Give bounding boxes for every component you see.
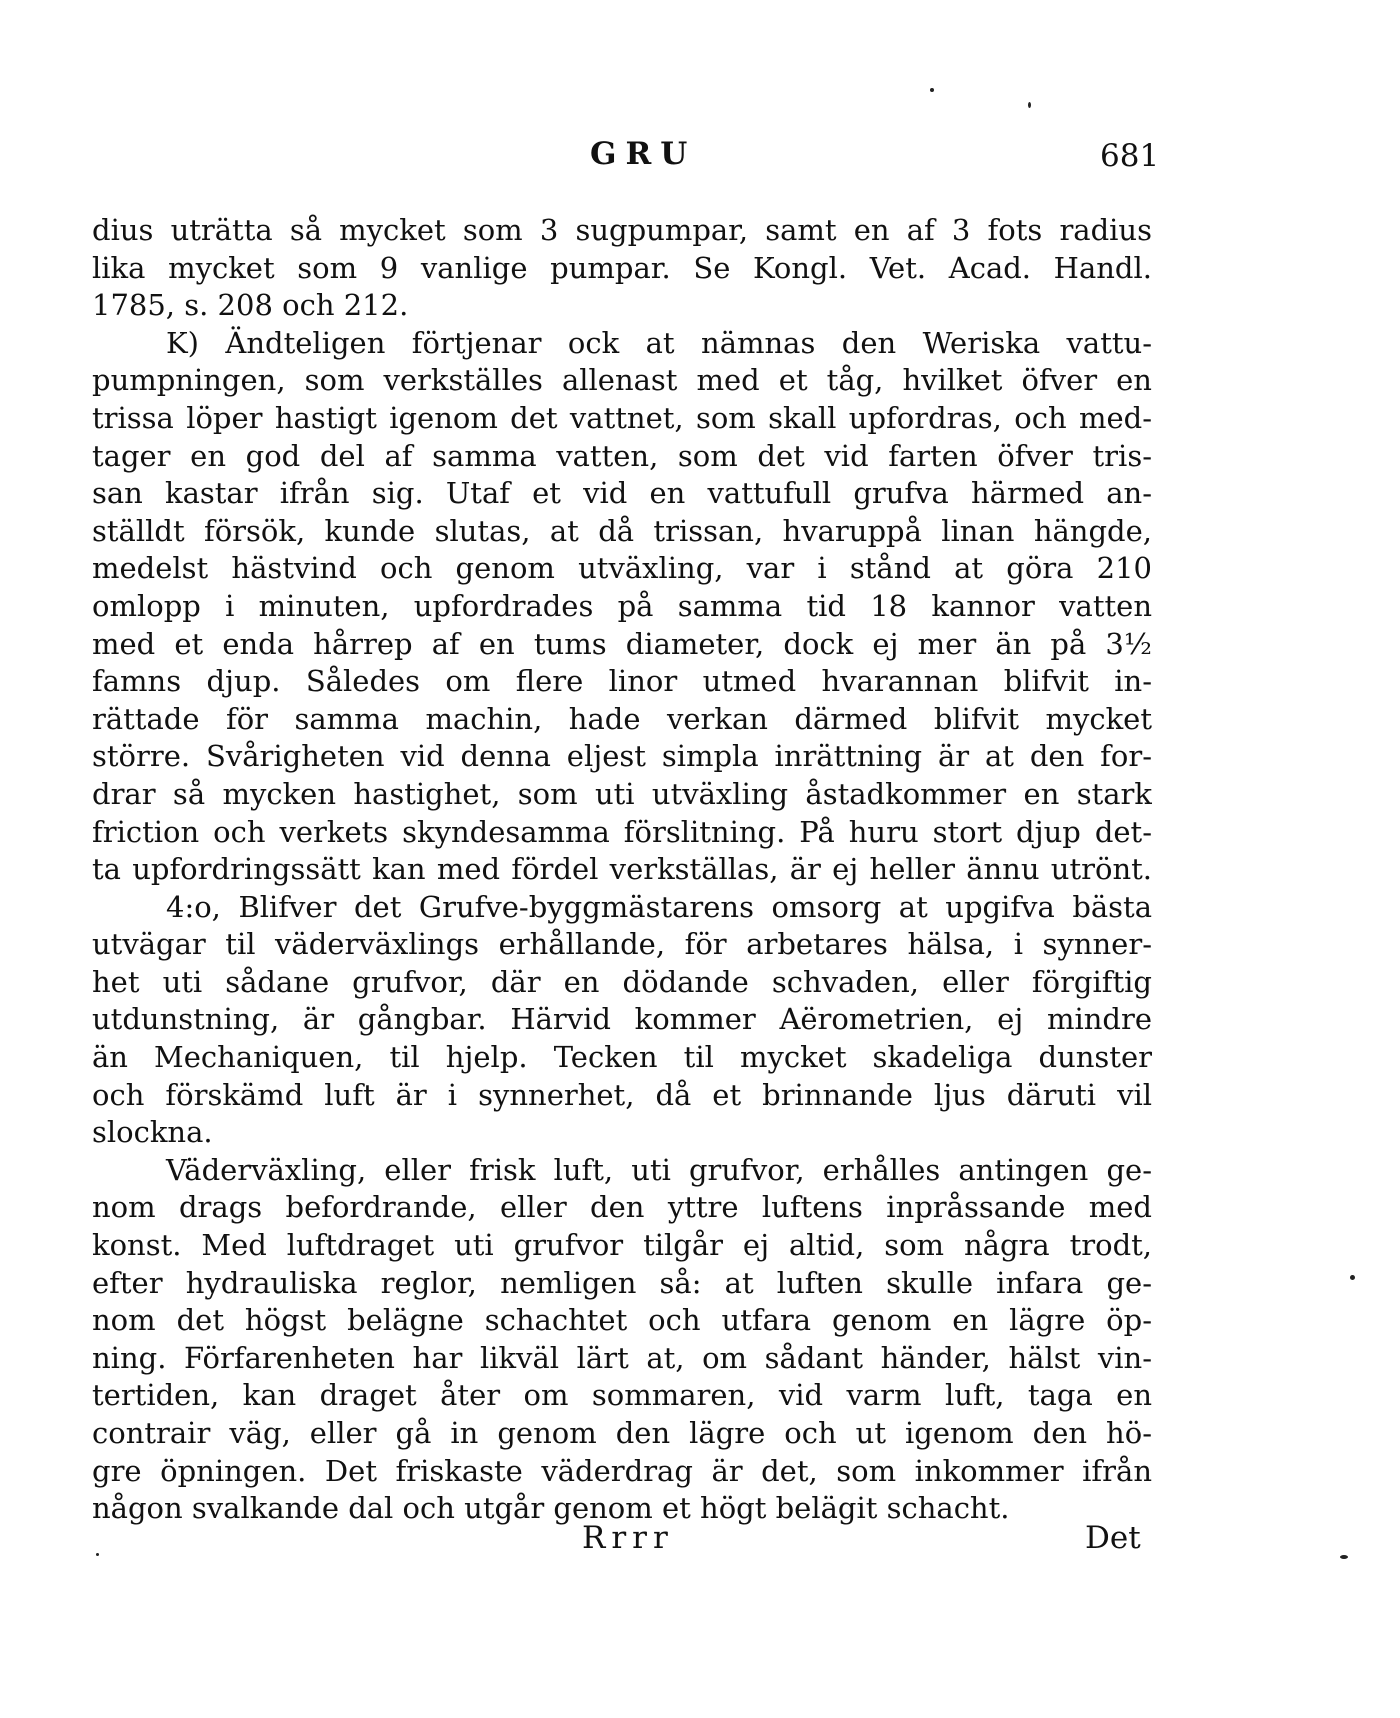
text-line: gre öpningen. Det friskaste väderdrag är det, som inkommer ifrån (92, 1453, 1152, 1488)
text-line: tertiden, kan draget åter om sommaren, vid varm luft, taga en (92, 1378, 1152, 1413)
text-line: konst. Med luftdraget uti grufvor tilgår ej altid, som några trodt, (92, 1228, 1152, 1263)
text-line: medelst hästvind och genom utväxling, var i stånd at göra 210 (92, 551, 1152, 586)
text-line: drar så mycken hastighet, som uti utväxling åstadkommer en stark (92, 776, 1152, 811)
text-line: ning. Förfarenheten har likväl lärt at, om sådant händer, hälst vin- (92, 1340, 1152, 1375)
signature-mark: Rrrr (582, 1520, 674, 1556)
text-line: Väderväxling, eller frisk luft, uti grufvor, erhålles antingen ge- (166, 1152, 1152, 1187)
text-line: dius uträtta så mycket som 3 sugpumpar, samt en af 3 fots radius (92, 213, 1152, 247)
text-line: med et enda hårrep af en tums diameter, dock ej mer än på 3½ (92, 626, 1152, 661)
text-line: nom det högst belägne schachtet och utfara genom en lägre öp- (92, 1303, 1152, 1338)
text-line: pumpningen, som verkställes allenast med et tåg, hvilket öfver en (92, 363, 1152, 398)
text-line: och förskämd luft är i synnerhet, då et brinnande ljus däruti vil (92, 1077, 1152, 1112)
text-line: större. Svårigheten vid denna eljest simpla inrättning är at den for- (92, 739, 1152, 774)
text-line: utvägar til väderväxlings erhållande, för arbetares hälsa, i synner- (92, 927, 1152, 962)
text-line: ställdt försök, kunde slutas, at då trissan, hvaruppå linan hängde, (92, 513, 1152, 548)
text-line: än Mechaniquen, til hjelp. Tecken til mycket skadeliga dunster (92, 1040, 1152, 1075)
text-line: 1785, s. 208 och 212. (92, 288, 409, 323)
text-line: efter hydrauliska reglor, nemligen så: at luften skulle infara ge- (92, 1265, 1152, 1300)
text-line: contrair väg, eller gå in genom den lägre och ut igenom den hö- (92, 1416, 1152, 1450)
ink-speck (1028, 102, 1031, 108)
body-text (92, 212, 1152, 1528)
text-line: tager en god del af samma vatten, som det vid farten öfver tris- (92, 438, 1152, 473)
page-number: 681 (1100, 138, 1160, 174)
running-head (0, 136, 1400, 176)
text-line: slockna. (92, 1115, 213, 1150)
text-line: nom drags befordrande, eller den yttre luftens inpråssande med (92, 1190, 1152, 1225)
text-line: rättade för samma machin, hade verkan därmed blifvit mycket (92, 701, 1152, 736)
page-footer (0, 1520, 1400, 1560)
text-line: K) Ändteligen förtjenar ock at nämnas den Weriska vattu- (166, 325, 1152, 360)
text-line: utdunstning, är gångbar. Härvid kommer Aërometrien, ej mindre (92, 1002, 1152, 1037)
ink-speck (96, 1553, 99, 1556)
text-line: friction och verkets skyndesamma förslitning. På huru stort djup det- (92, 814, 1152, 849)
text-line: lika mycket som 9 vanlige pumpar. Se Kongl. Vet. Acad. Handl. (92, 250, 1152, 285)
text-line: omlopp i minuten, upfordrades på samma tid 18 kannor vatten (92, 588, 1152, 623)
text-line: san kastar ifrån sig. Utaf et vid en vattufull grufva härmed an- (92, 476, 1152, 511)
text-line: någon svalkande dal och utgår genom et högt belägit schacht. (92, 1491, 1010, 1526)
catchword: Det (1085, 1520, 1141, 1556)
text-line: trissa löper hastigt igenom det vattnet, som skall upfordras, och med- (92, 400, 1152, 435)
ink-speck (1340, 1555, 1348, 1559)
text-line: ta upfordringssätt kan med fördel verkställas, är ej heller ännu utrönt. (92, 852, 1152, 887)
text-line: het uti sådane grufvor, där en dödande schvaden, eller förgiftig (92, 964, 1152, 999)
text-line: 4:o, Blifver det Grufve-byggmästarens omsorg at upgifva bästa (166, 889, 1152, 924)
text-line: famns djup. Således om flere linor utmed hvarannan blifvit in- (92, 664, 1152, 699)
ink-speck (1350, 1275, 1355, 1280)
running-title: GRU (590, 136, 697, 172)
ink-speck (930, 88, 934, 92)
